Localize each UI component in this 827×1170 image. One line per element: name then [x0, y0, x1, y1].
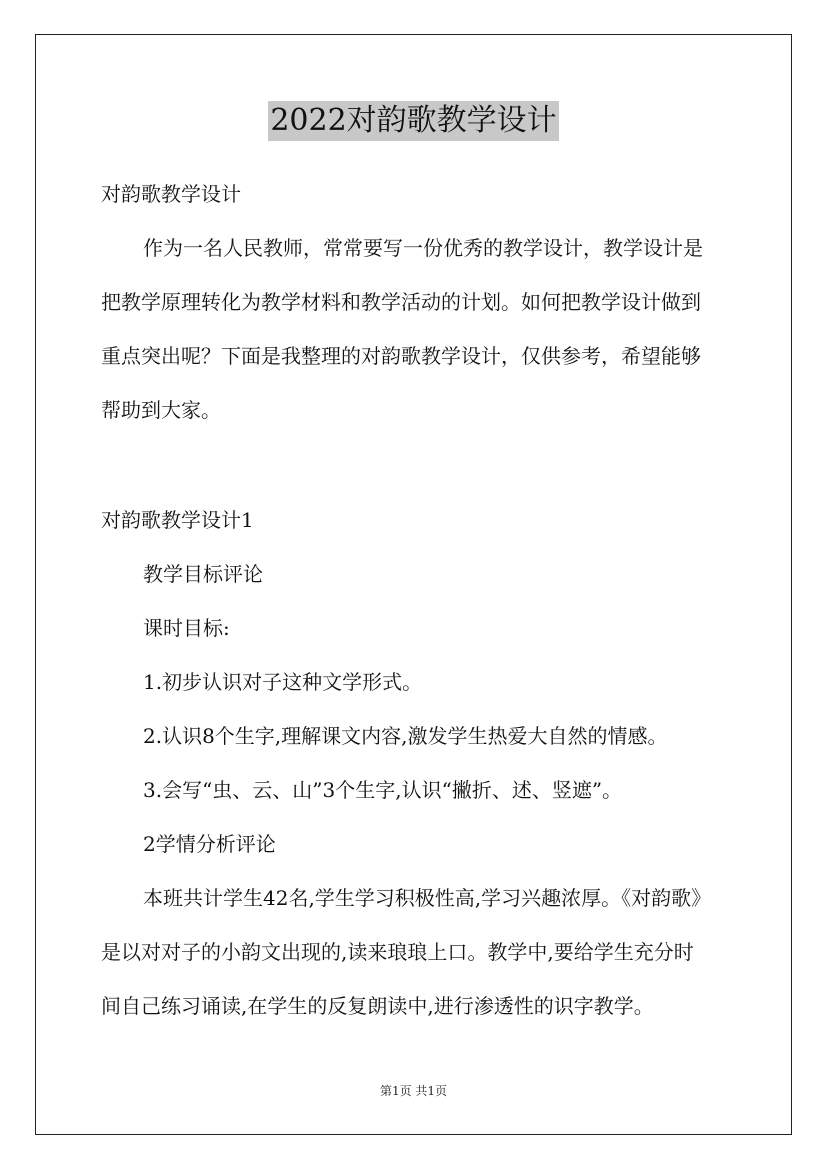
paragraph-line: 把教学原理转化为教学材料和教学活动的计划。如何把教学设计做到 — [101, 290, 701, 314]
paragraph-line: 作为一名人民教师，常常要写一份优秀的教学设计，教学设计是 — [143, 236, 703, 260]
paragraph-line: 帮助到大家。 — [101, 398, 221, 422]
paragraph-line: 是以对对子的小韵文出现的,读来琅琅上口。教学中,要给学生充分时 — [101, 940, 694, 964]
section-heading: 对韵歌教学设计 — [101, 182, 241, 206]
subsection-heading: 教学目标评论 — [143, 562, 263, 586]
paragraph-line: 间自己练习诵读,在学生的反复朗读中,进行渗透性的识字教学。 — [101, 994, 654, 1018]
list-item: 3.会写“虫、云、山”3个生字,认识“撇折、述、竖遮”。 — [143, 778, 623, 802]
subsection-heading: 2学情分析评论 — [143, 832, 276, 856]
section-heading: 对韵歌教学设计1 — [101, 508, 254, 532]
paragraph-line: 重点突出呢？下面是我整理的对韵歌教学设计，仅供参考，希望能够 — [101, 344, 701, 368]
title-container — [0, 101, 827, 141]
document-title[interactable]: 2022对韵歌教学设计 — [268, 101, 558, 141]
list-item: 2.认识8个生字,理解课文内容,激发学生热爱大自然的情感。 — [143, 724, 668, 748]
paragraph-line: 课时目标: — [143, 616, 230, 640]
list-item: 1.初步认识对子这种文学形式。 — [143, 670, 423, 694]
page-number-footer: 第1页 共1页 — [379, 1084, 448, 1098]
paragraph-line: 本班共计学生42名,学生学习积极性高,学习兴趣浓厚。《对韵歌》 — [143, 886, 712, 910]
